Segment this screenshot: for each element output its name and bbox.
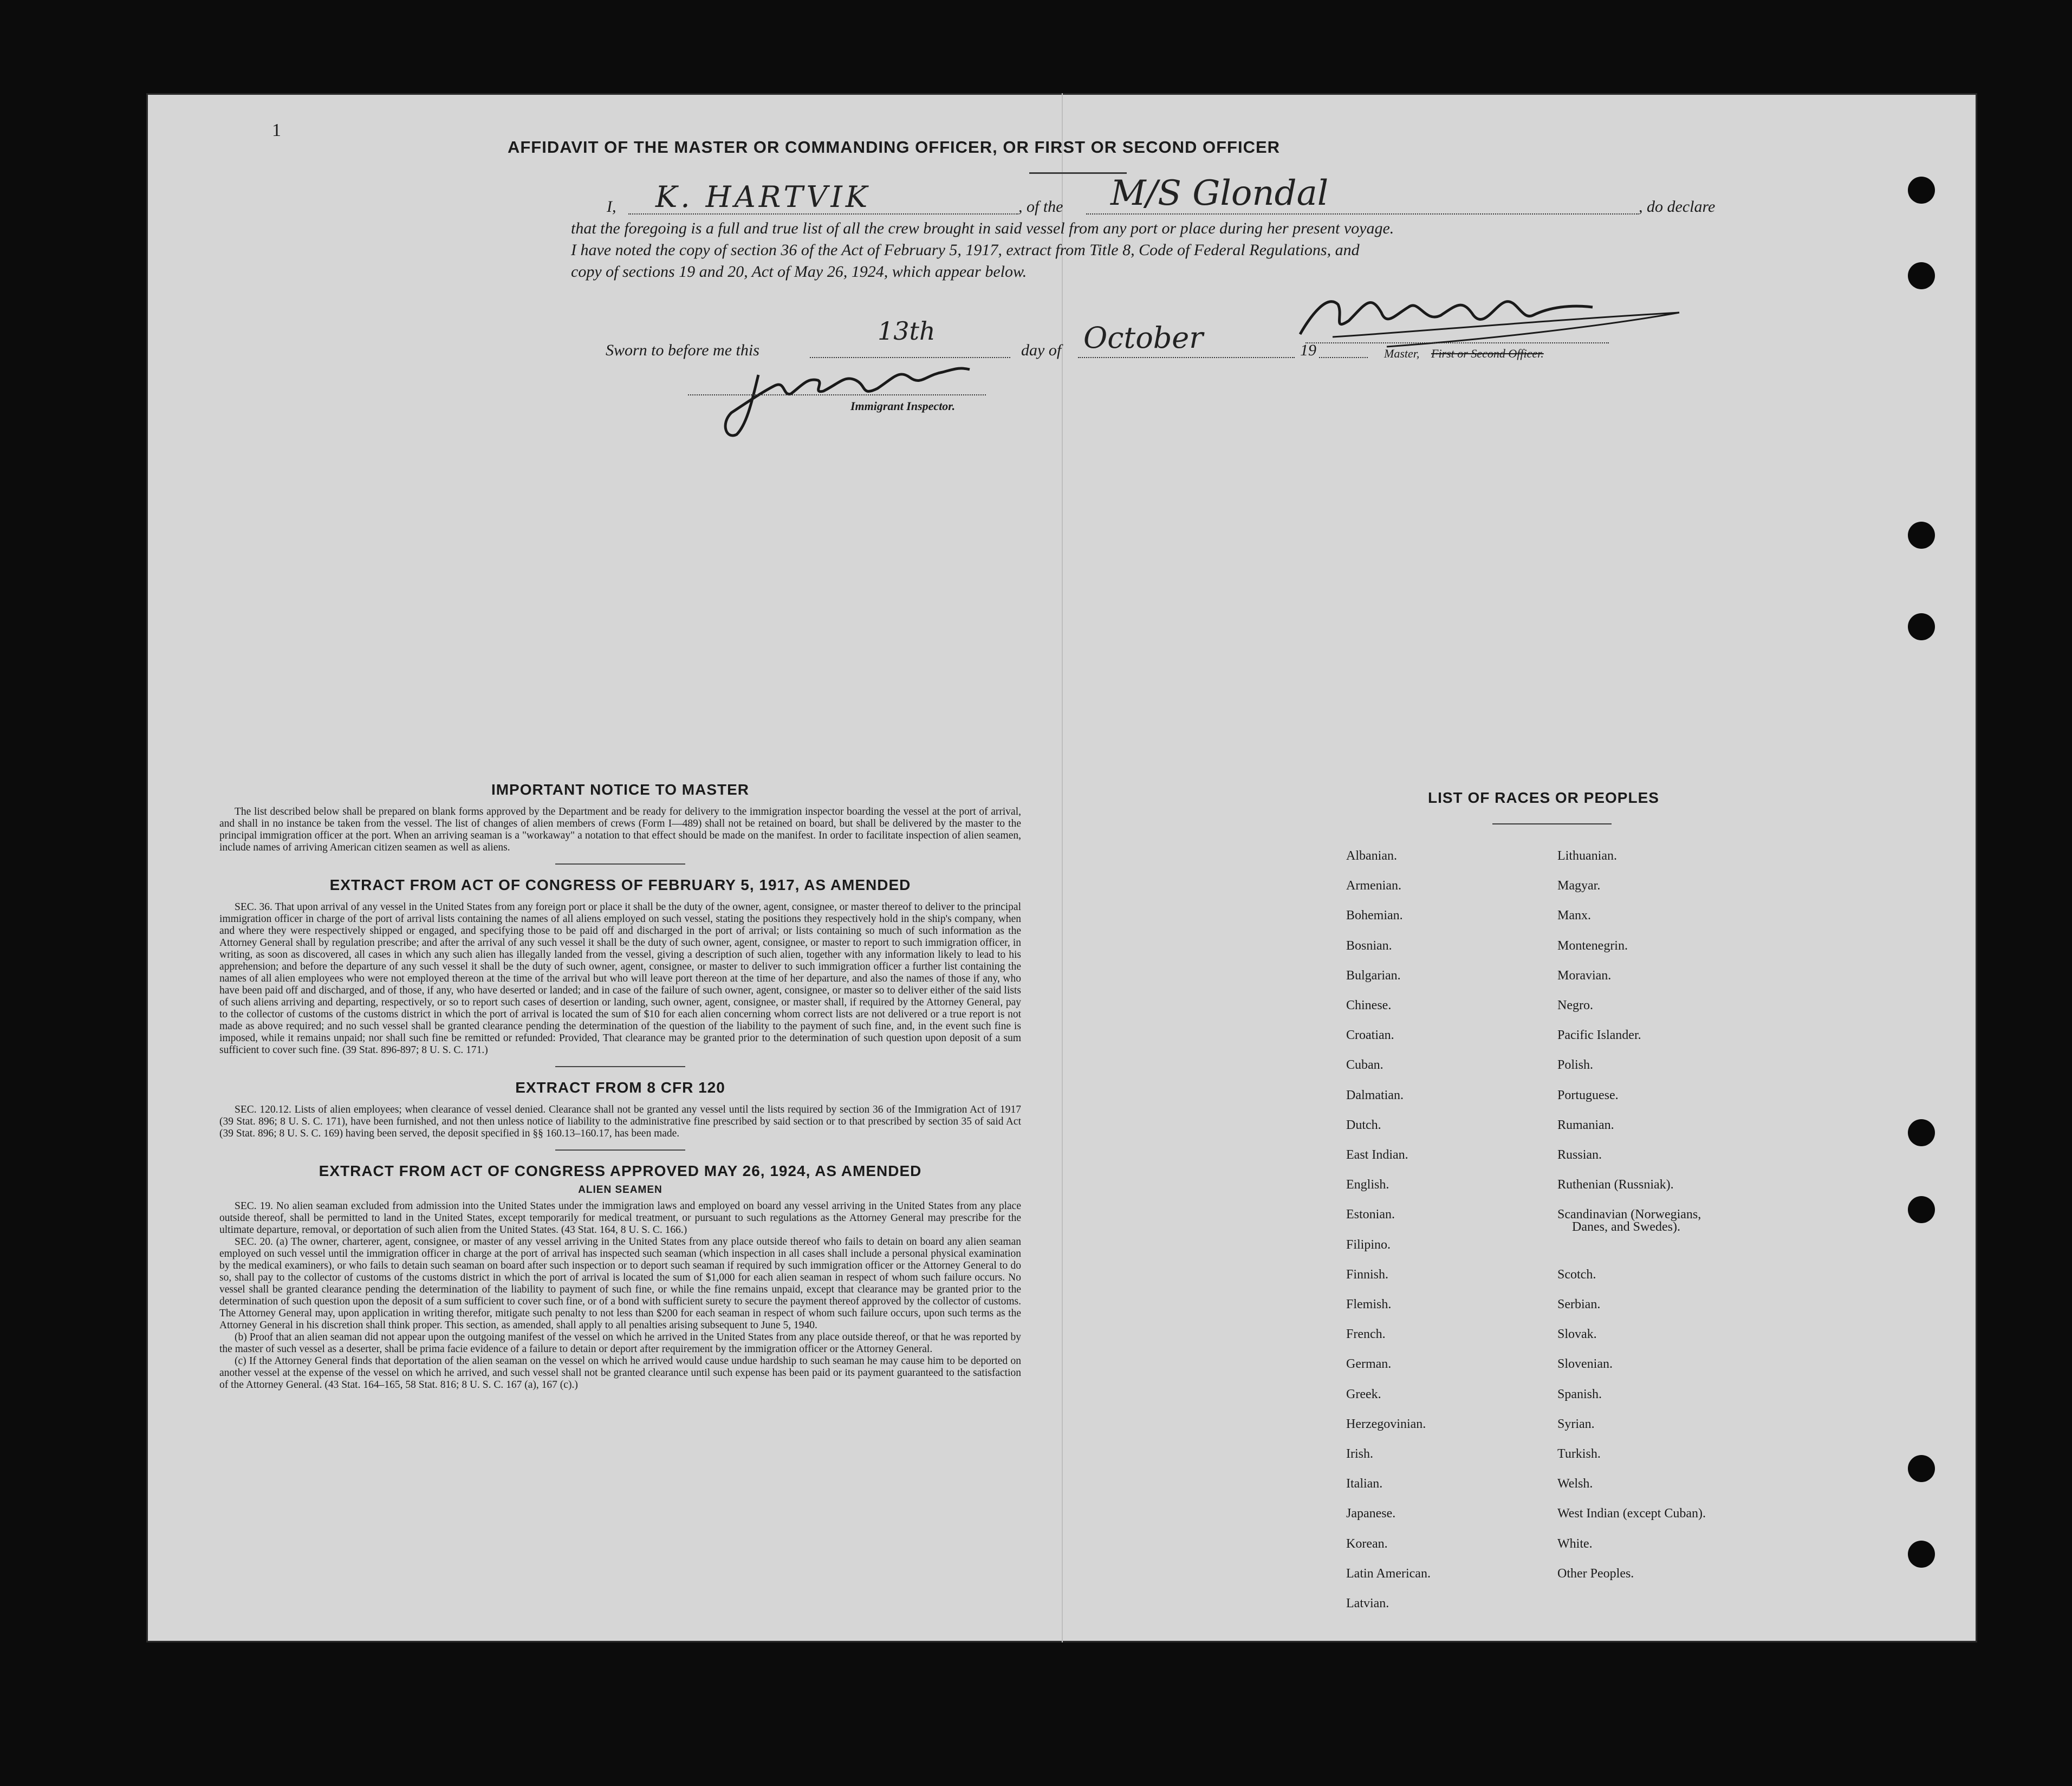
binder-hole	[1908, 1541, 1935, 1568]
race-item: English.	[1346, 1178, 1389, 1192]
binder-hole	[1908, 1196, 1935, 1223]
declaration-line4: copy of sections 19 and 20, Act of May 26, 1924, which appear below.	[571, 263, 1027, 281]
binder-hole	[1908, 1455, 1935, 1482]
race-item: Slovenian.	[1557, 1357, 1613, 1372]
race-item: Albanian.	[1346, 849, 1397, 863]
fold-line	[1062, 93, 1063, 1642]
divider-1	[555, 863, 685, 865]
extract-1924-title: EXTRACT FROM ACT OF CONGRESS APPROVED MAY 26, 1924, AS AMENDED	[319, 1162, 922, 1179]
race-item: French.	[1346, 1327, 1386, 1342]
officer-label-struck: First or Second Officer.	[1431, 347, 1544, 360]
extract-1917-title: EXTRACT FROM ACT OF CONGRESS OF FEBRUARY 5, 1917, AS AMENDED	[329, 876, 911, 893]
notice-title: IMPORTANT NOTICE TO MASTER	[491, 781, 750, 798]
declaration-line3: I have noted the copy of section 36 of the Act of February 5, 1917, extract from Title 8, Code of Federal Regulations, and	[571, 241, 1360, 259]
vessel-name-handwritten: M/S Glondal	[1110, 173, 1329, 213]
race-item: East Indian.	[1346, 1148, 1408, 1162]
sec-20b-paragraph: (b) Proof that an alien seaman did not appear upon the outgoing manifest of the vessel on which he arrived in the United States from any place outside thereof, or that he was reported by the master of such vessel as a deserter, shall be prima facie evidence of a failure to detain or deport after requirement by the immigration officer or the Attorney General.	[219, 1332, 1021, 1355]
race-item: Serbian.	[1557, 1297, 1601, 1311]
binder-hole	[1908, 177, 1935, 204]
race-item: Scandinavian (Norwegians,	[1557, 1207, 1701, 1222]
race-item: German.	[1346, 1357, 1392, 1372]
sec-20a-paragraph: SEC. 20. (a) The owner, charterer, agent, consignee, or master of any vessel arriving in the United States from any place outside thereof who fails to detain on board any alien seaman employed on such vessel until the immigration officer in charge at the port of arrival has inspected such seaman (which inspection in all cases shall include a personal physical examination by the medical examiners), or who fails to detain such seaman on board after such inspection or to deport such seaman if required by such immigration officer or the Attorney General to do so, shall pay to the collector of customs of the customs district in which the port of arrival is located the sum of $1,000 for each alien seaman in respect of whom such failure occurs. No vessel shall be granted clearance pending the determination of the liability to payment of such fine, or while the fine remains unpaid, except that clearance may be granted prior to the determination of such question upon the deposit of a sum sufficient to cover such fine, or of a bond with sufficient surety to secure the payment thereof approved by the collector of customs. The Attorney General may, upon application in writing therefor, mitigate such penalty to not less than $200 for each seaman in respect of whom such failure occurs, upon such terms as the Attorney General in his discretion shall think proper. This section, as amended, shall apply to all penalties arising subsequent to June 5, 1940.	[219, 1236, 1021, 1331]
race-item: Latin American.	[1346, 1566, 1431, 1581]
race-item: Korean.	[1346, 1536, 1388, 1551]
race-item: Spanish.	[1557, 1387, 1602, 1401]
race-item: Bosnian.	[1346, 938, 1392, 953]
binder-hole	[1908, 1119, 1935, 1146]
inspector-label: Immigrant Inspector.	[850, 399, 956, 413]
binder-hole	[1908, 262, 1935, 289]
race-item: Herzegovinian.	[1346, 1417, 1426, 1431]
race-item: Chinese.	[1346, 998, 1392, 1012]
race-item: Polish.	[1557, 1058, 1594, 1073]
race-item: Portuguese.	[1557, 1088, 1619, 1102]
extract-cfr-text: SEC. 120.12. Lists of alien employees; when clearance of vessel denied. Clearance shall not be granted any vessel until the lists required by section 36 of the Immigration Act of 1917 (39 Stat. 896; 8 U. S. C. 171), have been furnished, and not then unless notice of liability to the administrative fine prescribed by said section or to that prescribed by section 35 of said Act (39 Stat. 896; 8 U. S. C. 169) having been served, the deposit specified in §§ 160.13–160.17, has been made.	[219, 1104, 1021, 1139]
inspector-signature-line	[688, 394, 986, 395]
races-rule	[1492, 823, 1612, 824]
do-declare-label: , do declare	[1639, 198, 1716, 216]
binder-hole	[1908, 613, 1935, 640]
race-item: Ruthenian (Russniak).	[1557, 1178, 1674, 1192]
race-item: West Indian (except Cuban).	[1557, 1506, 1706, 1521]
race-item: Negro.	[1557, 998, 1593, 1012]
master-name-handwritten: K. HARTVIK	[655, 180, 871, 214]
race-item: Latvian.	[1346, 1596, 1389, 1610]
race-item: Dutch.	[1346, 1118, 1381, 1132]
race-item: Montenegrin.	[1557, 938, 1628, 953]
affidavit-title: AFFIDAVIT OF THE MASTER OR COMMANDING OFFICER, OR FIRST OR SECOND OFFICER	[507, 138, 1281, 157]
of-the-label: , of the	[1018, 198, 1063, 216]
race-item: Manx.	[1557, 908, 1591, 923]
notice-text: The list described below shall be prepared on blank forms approved by the Department and be ready for delivery to the immigration inspector boarding the vessel at the port of arrival, and shall in no instance be taken from the vessel. The list of changes of alien members of crews (Form I—489) shall not be retained on board, but shall be delivered by the master to the principal immigration officer at the port. When an arriving seaman is a "workaway" a notation to that effect should be made on the manifest. In order to facilitate inspection of alien seamen, include names of arriving American citizen seamen as well as aliens.	[219, 806, 1021, 853]
divider-2	[555, 1066, 685, 1067]
year-line	[1319, 357, 1368, 358]
race-item: Flemish.	[1346, 1297, 1392, 1311]
race-item: Bohemian.	[1346, 908, 1403, 923]
race-item: Cuban.	[1346, 1058, 1384, 1073]
race-item: Irish.	[1346, 1447, 1373, 1461]
race-item: Syrian.	[1557, 1417, 1595, 1431]
sworn-month-line	[1078, 357, 1295, 358]
race-item: Armenian.	[1346, 879, 1401, 893]
race-item: Magyar.	[1557, 879, 1601, 893]
sworn-label: Sworn to before me this	[606, 341, 759, 359]
alien-seamen-subtitle: ALIEN SEAMEN	[578, 1184, 662, 1196]
race-item: Estonian.	[1346, 1207, 1395, 1222]
sworn-month-handwritten: October	[1083, 321, 1204, 355]
extract-1917-text: SEC. 36. That upon arrival of any vessel in the United States from any foreign port or place it shall be the duty of the owner, agent, consignee, or master thereof to deliver to the principal immigration officer in charge of the port of arrival lists containing the names of all aliens employed on such vessel, stating the positions they respectively hold in the ship's company, when and where they were respectively shipped or engaged, and specifying those to be paid off and discharged in the port of arrival; or lists containing so much of such information as the Attorney General shall by regulation prescribe; and after the arrival of any such vessel it shall be the duty of such owner, agent, consignee, or master to report to such immigration officer, in writing, as soon as discovered, all cases in which any such alien has illegally landed from the vessel, giving a description of such alien, together with any information likely to lead to his apprehension; and before the departure of any such vessel it shall be the duty of such owner, agent, consignee, or master to deliver to such immigration officer a further list containing the names of all alien employees who were not employed thereon at the time of the arrival but who will leave port thereon at the time of her departure, and also the names of those if any, who have been paid off and discharged, and of those, if any, who have deserted or landed; and in case of the failure of such owner, agent, consignee, or master so to deliver either of the said lists of such aliens arriving and departing, respectively, or so to report such cases of desertion or landing, such owner, agent, consignee, or master shall, if required by the Attorney General, pay to the collector of customs of the customs district in which the port of arrival is located the sum of $10 for each alien concerning whom correct lists are not delivered or a true report is not made as above required; and no such vessel shall be granted clearance pending the determination of the question of the liability to the payment of such fine, and, in the event such fine is imposed, while it remains unpaid; nor shall such fine be remitted or refunded: Provided, That clearance may be granted prior to the determination of such question upon deposit of a sum sufficient to cover such fine. (39 Stat. 896-897; 8 U. S. C. 171.)	[219, 901, 1021, 1056]
sworn-day-handwritten: 13th	[878, 316, 936, 346]
race-item: Croatian.	[1346, 1028, 1394, 1043]
legal-column	[219, 781, 1021, 1391]
sec-20c-paragraph: (c) If the Attorney General finds that deportation of the alien seaman on the vessel on which he arrived would cause undue hardship to such seaman he may cause him to be deported on another vessel at the expense of the vessel on which he arrived, and such vessel shall not be granted clearance until such expense has been paid or its payment guaranteed to the satisfaction of the Attorney General. (43 Stat. 164–165, 58 Stat. 816; 8 U. S. C. 167 (a), 167 (c).)	[219, 1355, 1021, 1391]
race-item: Rumanian.	[1557, 1118, 1614, 1132]
race-item: Italian.	[1346, 1477, 1383, 1491]
master-label: Master,	[1384, 347, 1420, 360]
race-item: White.	[1557, 1536, 1593, 1551]
declaration-line2: that the foregoing is a full and true list of all the crew brought in said vessel from any port or place during her present voyage.	[571, 219, 1394, 237]
divider-3	[555, 1149, 685, 1151]
race-item: Filipino.	[1346, 1237, 1391, 1252]
declaration-i: I,	[607, 198, 616, 216]
extract-cfr-title: EXTRACT FROM 8 CFR 120	[515, 1079, 725, 1096]
race-item: Turkish.	[1557, 1447, 1601, 1461]
race-item: Japanese.	[1346, 1506, 1396, 1521]
race-item: Bulgarian.	[1346, 968, 1401, 983]
race-item: Finnish.	[1346, 1267, 1389, 1282]
race-item: Dalmatian.	[1346, 1088, 1404, 1102]
vessel-field-line	[1086, 213, 1639, 215]
binder-hole	[1908, 522, 1935, 549]
race-item: Moravian.	[1557, 968, 1612, 983]
extract-1924-text	[219, 1200, 1021, 1391]
race-item: Welsh.	[1557, 1477, 1593, 1491]
page-number: 1	[272, 120, 281, 140]
race-item: Pacific Islander.	[1557, 1028, 1641, 1043]
race-item: Slovak.	[1557, 1327, 1597, 1342]
day-of-label: day of	[1021, 341, 1062, 359]
race-item: Other Peoples.	[1557, 1566, 1634, 1581]
year-prefix: 19	[1300, 341, 1316, 359]
master-signature-line	[1305, 342, 1609, 343]
race-item: Russian.	[1557, 1148, 1602, 1162]
race-item: Scotch.	[1557, 1267, 1596, 1282]
race-item: Greek.	[1346, 1387, 1381, 1401]
race-item: Lithuanian.	[1557, 849, 1617, 863]
races-title: LIST OF RACES OR PEOPLES	[1428, 789, 1659, 806]
sec-19-paragraph: SEC. 19. No alien seaman excluded from admission into the United States under the immigration laws and employed on board any vessel arriving in the United States from any place outside thereof, shall be permitted to land in the United States, except temporarily for medical treatment, or pursuant to such regulations as the Attorney General may prescribe for the ultimate departure, removal, or deportation of such alien from the United States. (43 Stat. 164, 8 U. S. C. 166.)	[219, 1200, 1021, 1236]
document-sheet	[146, 93, 1977, 1642]
race-scandinavian-cont: Danes, and Swedes).	[1572, 1220, 1680, 1234]
